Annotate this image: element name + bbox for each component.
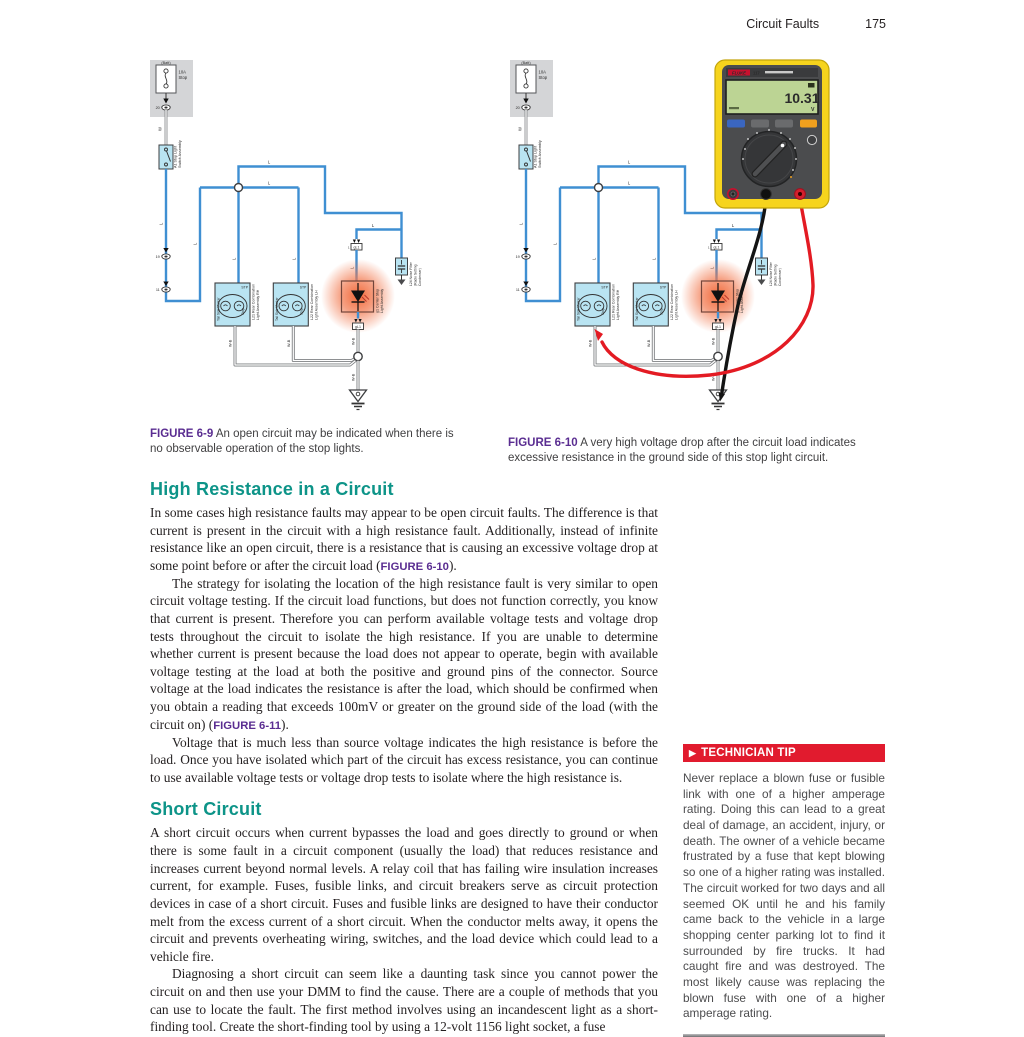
svg-text:11: 11 (155, 288, 160, 292)
svg-text:W-B: W-B (351, 373, 356, 381)
svg-text:gL1: gL1 (353, 245, 360, 250)
ground-symbol (350, 390, 367, 410)
stop-light-switch (159, 140, 182, 169)
running-head: Circuit Faults (746, 17, 820, 31)
meter-reading: 10.31 (784, 90, 820, 106)
svg-text:gL1: gL1 (355, 325, 361, 330)
caption-fig9 (150, 427, 468, 457)
svg-text:L: L (291, 257, 297, 260)
meter-brand: FLUKE (732, 70, 746, 76)
rear-combination-light-lh (273, 283, 318, 326)
svg-text:Tail Side Marker: Tail Side Marker (274, 297, 279, 321)
svg-text:1: 1 (347, 245, 350, 250)
technician-tip-title: TECHNICIAN TIP (701, 747, 796, 759)
svg-text:STP: STP (241, 285, 248, 290)
figure-6-10 (505, 53, 897, 436)
paragraph-hr-3: Voltage that is much less than source voltage indicates the high resistance is before the load. Once you have isolated which part of the circuit has excess resistance, you can continue to use available voltage tests or voltage drop tests to isolate where the high resistance is. (150, 734, 658, 785)
svg-text:(Radio Setting: (Radio Setting (413, 264, 418, 286)
wire-label-w: W (157, 127, 163, 131)
meter-button-gray1 (751, 120, 769, 128)
connector-gl1-top (348, 240, 362, 251)
paragraph-hr-1: In some cases high resistance faults may appear to be open circuit faults. The difference is that current is present in the circuit with a high resistance fault. Additionally, instead of infinite resistance like an open circuit, there is a resistance that is causing an excessive voltage drop at some point before or after the circuit load (FIGURE 6-10). (150, 505, 658, 573)
svg-text:Condenser): Condenser) (418, 268, 422, 286)
jack-com (761, 189, 772, 200)
svg-text:Light Assembly RH: Light Assembly RH (256, 289, 260, 320)
heading-high-resistance: High Resistance in a Circuit (150, 479, 394, 499)
technician-tip-body: Never replace a blown fuse or fusible link with one of a higher amperage rating. Doing this can lead to a great deal of damage, an accident, injury, or death. The owner of a vehicle became frustrated by a fuse that kept blowing so one of a higher rating was installed. The circuit worked for two days and all seemed OK until he and his family came back to the vehicle in a large shopping center parking lot to find it surrounded by fire trucks. It had caught fire and was destroyed. The most likely cause was replacing the blown fuse with one of a higher amperage rating. (683, 771, 885, 1021)
svg-text:L: L (158, 222, 164, 225)
technician-tip-banner (683, 744, 885, 762)
svg-text:L21 Rear Combination: L21 Rear Combination (251, 284, 256, 320)
junction-feed (235, 184, 243, 192)
figure-ref-6-10: FIGURE 6-10 (380, 560, 449, 573)
technician-tip-box (683, 744, 885, 1037)
svg-text:Switch Assembly: Switch Assembly (178, 140, 182, 168)
caption-fig10-text: A very high voltage drop after the circuit load indicates excessive resistance in the ground side of this stop light circuit. (508, 437, 856, 464)
caption-fig10-label: FIGURE 6-10 (508, 437, 578, 449)
svg-text:Stop: Stop (299, 308, 304, 315)
noise-filter (396, 258, 423, 286)
meter-button-blue (727, 120, 745, 128)
paragraph-sc-1: A short circuit occurs when current bypasses the load and goes directly to ground or when there is some fault in a circuit component (usually the load) that reduces resistance and increases current beyond normal levels. A relay coil that has failing wire insulation increases current, for example. Fuses, fusible links, and circuit breakers serve as circuit protection devices in case of a short circuit. Fuses and fusible links are designed to have their conductor melt from the excess current of a short circuit. When the conductor melts away, it opens the circuit and prevents overheating wiring, switches, and the load device which could lead to a vehicle fire. (150, 825, 658, 964)
caption-fig9-label: FIGURE 6-9 (150, 428, 214, 440)
triangle-icon: ▶ (689, 747, 697, 758)
heading-short-circuit: Short Circuit (150, 799, 262, 820)
svg-text:(Batt): (Batt) (161, 60, 171, 65)
svg-text:W-B: W-B (228, 339, 233, 347)
multimeter (715, 60, 829, 208)
svg-text:W-B: W-B (286, 339, 291, 347)
svg-text:L24 Noise Filter: L24 Noise Filter (409, 262, 413, 286)
meter-power-button (807, 135, 816, 144)
figure-ref-6-11: FIGURE 6-11 (213, 719, 282, 732)
caption-fig10 (508, 436, 890, 466)
meter-button-gray2 (775, 120, 793, 128)
svg-text:19: 19 (155, 255, 160, 259)
svg-text:L: L (371, 223, 375, 228)
paragraph-sc-2: Diagnosing a short circuit can seem like a daunting task since you cannot power the circuit on and then use your DMM to find the cause. There are a couple of methods that you can use to locate the fault. The first method involves using an incandescent light as a short-finding tool. Create the short-finding tool by using a 12-volt 1156 light socket, a fuse (150, 966, 658, 1035)
svg-text:Tail Side Marker: Tail Side Marker (216, 297, 221, 321)
svg-text:Stop: Stop (178, 74, 188, 80)
svg-text:L: L (267, 180, 271, 186)
inline-connector-19 (156, 248, 171, 259)
meter-button-orange (800, 120, 817, 128)
svg-text:10A: 10A (178, 69, 186, 75)
meter-unit: V (811, 107, 815, 113)
rear-combination-light-rh (215, 283, 260, 326)
svg-text:L22 Rear Combination: L22 Rear Combination (309, 284, 314, 320)
svg-text:L: L (231, 257, 237, 260)
caption-fig9-text: An open circuit may be indicated when there is no observable operation of the stop lights. (150, 428, 454, 455)
svg-text:STP: STP (299, 285, 307, 290)
circuit-diagram-open (145, 53, 475, 425)
figure-6-9 (145, 53, 475, 430)
svg-text:Light Assembly LH: Light Assembly LH (314, 290, 319, 320)
svg-text:Stop: Stop (241, 308, 245, 315)
svg-text:W-B: W-B (351, 337, 356, 345)
svg-text:L: L (192, 242, 198, 245)
circuit-diagram-meter (505, 53, 897, 431)
svg-text:L: L (267, 159, 271, 165)
page-header (0, 17, 886, 31)
stop-light-circuit (150, 60, 422, 410)
main-text-column (150, 479, 658, 1036)
junction-ground (354, 352, 362, 360)
svg-text:g1 Center Stop: g1 Center Stop (375, 288, 380, 313)
svg-text:20: 20 (155, 106, 160, 110)
meter-lcd (726, 80, 820, 114)
battery-fuse (150, 60, 193, 117)
meter-model: 117 (753, 70, 760, 76)
paragraph-hr-2: The strategy for isolating the location of the high resistance fault is very similar to open circuit voltage testing. If the circuit load functions, but does not function correctly, you know that current is present. Therefore you can perform available voltage tests and voltage drop tests throughout the circuit to isolate the high resistance. If you are unable to determine whether current is present because the load does not appear to operate, begin with available voltage testing at the load at both the positive and ground pins of the connector. Source voltage at the load indicates the resistance is after the load, which should be confirmed when you obtain a reading that exceeds 100mV or greater on the ground side of the load (with the circuit on) (FIGURE 6-11). (150, 575, 658, 732)
page-number: 175 (865, 17, 886, 31)
svg-text:Light Assembly: Light Assembly (380, 288, 384, 313)
inline-connector-11 (156, 282, 170, 293)
svg-text:A1 Stop Light: A1 Stop Light (173, 145, 178, 168)
